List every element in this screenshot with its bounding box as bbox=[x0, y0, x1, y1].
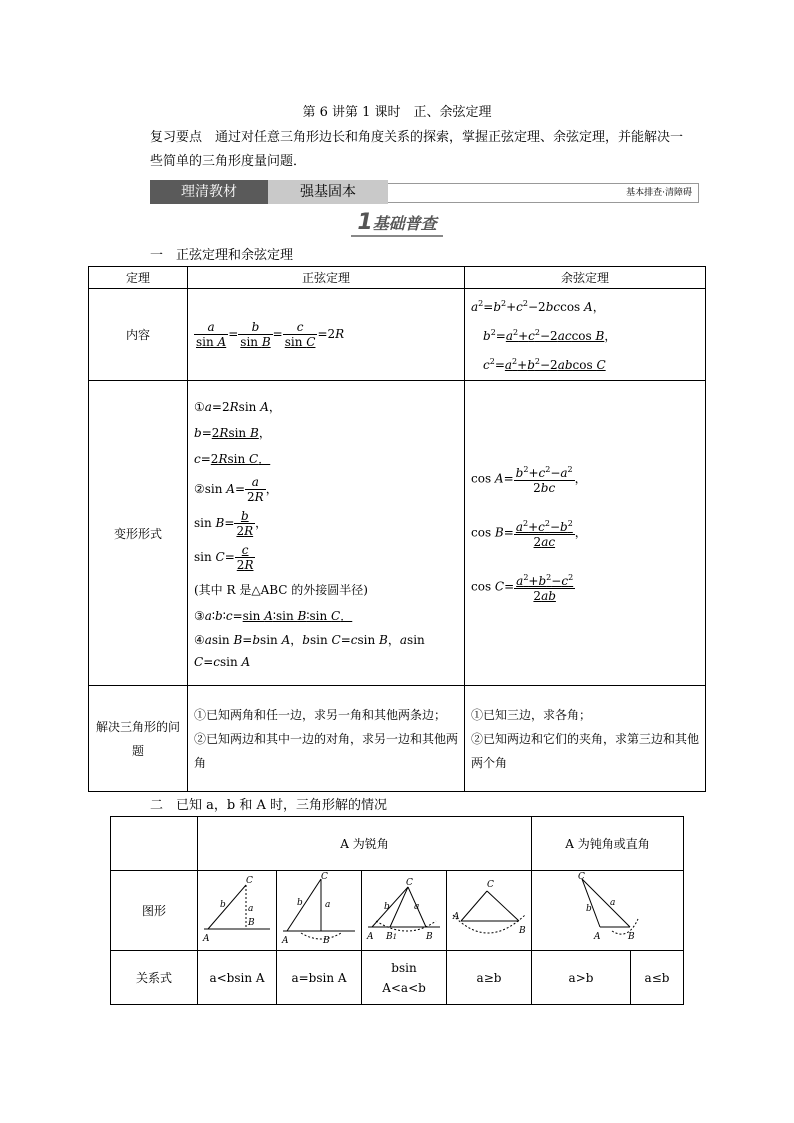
svg-text:A: A bbox=[453, 912, 460, 922]
acute-header: A 为锐角 bbox=[198, 817, 532, 871]
svg-text:A: A bbox=[282, 936, 289, 946]
sine-law-formula: $\frac{a}{\text{sin A}}$ = $\frac{b}{\text{sin B}}$ = $\frac{c}{\text{sin C}}$ =2R bbox=[188, 289, 465, 381]
banner-right: 基本排查·清障碍 bbox=[388, 183, 699, 203]
triangle-diagram bbox=[362, 871, 446, 947]
sine-use-1: ①已知两角和任一边，求另一角和其他两条边； bbox=[194, 707, 447, 722]
subhead-number: 1 bbox=[357, 210, 373, 235]
banner-left: 理清教材 bbox=[150, 180, 268, 204]
figure-case-1 bbox=[198, 871, 277, 951]
cosine-law-uses bbox=[465, 686, 706, 792]
header-cosine: 余弦定理 bbox=[465, 267, 706, 289]
cosine-use-1: ①已知三边，求各角； bbox=[471, 707, 592, 722]
svg-text:a: a bbox=[609, 898, 615, 908]
sine-use-2: ②已知两边和其中一边的对角，求另一边和其他两角 bbox=[194, 731, 459, 770]
svg-text:C: C bbox=[577, 872, 585, 882]
svg-text:B: B bbox=[248, 918, 255, 928]
relation-1: a<bsin A bbox=[198, 951, 277, 1005]
figure-row-label: 图形 bbox=[111, 871, 198, 951]
figure-case-3 bbox=[362, 871, 447, 951]
svg-text:C: C bbox=[321, 872, 328, 882]
svg-text:B: B bbox=[426, 932, 433, 942]
svg-text:C: C bbox=[246, 876, 253, 886]
svg-text:B1: B1 bbox=[386, 932, 398, 942]
svg-text:C: C bbox=[406, 878, 413, 888]
svg-text:b: b bbox=[384, 902, 390, 912]
t2-corner bbox=[111, 817, 198, 871]
svg-text:A: A bbox=[367, 932, 374, 942]
triangle-diagram bbox=[538, 871, 678, 947]
section-banner bbox=[150, 180, 699, 204]
svg-text:C: C bbox=[487, 880, 494, 890]
svg-text:B: B bbox=[519, 926, 526, 936]
triangle-diagram bbox=[447, 871, 531, 947]
svg-text:B: B bbox=[323, 936, 330, 946]
row-content-label: 内容 bbox=[89, 289, 188, 381]
banner-mid: 强基固本 bbox=[268, 180, 388, 204]
svg-text:a: a bbox=[414, 902, 420, 912]
row-solve-label: 解决三角形的问题 bbox=[89, 686, 188, 792]
cosine-law-formulas: $a^2=b^2+c^2-2bccos$ A， $b^2=a^2+c^2-2accos$ B， $c^2=a^2+b^2-2abcos$ C bbox=[465, 289, 706, 381]
section-2-title: 二 已知 a，b 和 A 时，三角形解的情况 bbox=[150, 798, 387, 813]
subhead-text: 基础普查 bbox=[372, 214, 437, 233]
relation-6: a≤b bbox=[631, 951, 684, 1005]
review-points: 复习要点 通过对任意三角形边长和角度关系的探索，掌握正弦定理、余弦定理，并能解决一些简单的三角形度量问题． bbox=[150, 130, 684, 169]
svg-text:b: b bbox=[585, 904, 592, 914]
section-1-title: 一 正弦定理和余弦定理 bbox=[150, 248, 294, 263]
svg-text:B: B bbox=[627, 932, 635, 942]
cosine-law-transforms: cos A= $\frac{b^2+c^2-a^2}{2bc}$ ， cos B= $\frac{a^2+c^2-b^2}{2ac}$ ， cos C= $\frac{a^2+b^2-c^2}{2ab}$ bbox=[465, 381, 706, 686]
header-sine: 正弦定理 bbox=[188, 267, 465, 289]
svg-text:a: a bbox=[325, 900, 331, 910]
svg-text:a: a bbox=[248, 904, 254, 914]
svg-text:A: A bbox=[593, 932, 600, 942]
solution-cases-table bbox=[110, 816, 684, 1005]
triangle-diagram bbox=[198, 871, 276, 947]
circumradius-note: (其中 R 是△ABC 的外接圆半径) bbox=[194, 582, 368, 597]
relation-2: a=bsin A bbox=[277, 951, 362, 1005]
cosine-use-2: ②已知两边和它们的夹角，求第三边和其他两个角 bbox=[471, 731, 700, 770]
relation-5: a>b bbox=[532, 951, 631, 1005]
sine-law-uses bbox=[188, 686, 465, 792]
figure-case-4 bbox=[447, 871, 532, 951]
svg-text:b: b bbox=[297, 898, 303, 908]
svg-text:A: A bbox=[203, 934, 210, 944]
subhead bbox=[0, 210, 794, 237]
relation-row-label: 关系式 bbox=[111, 951, 198, 1005]
theorem-table bbox=[88, 266, 706, 792]
figure-case-5 bbox=[532, 871, 684, 951]
triangle-diagram bbox=[277, 871, 361, 947]
sine-law-transforms: ①a=2Rsin A， b=2Rsin B， c=2Rsin C． ②sin A= $\frac{a}{2R}$ ， sin B= $\frac{b}{2R}$ ， sin C= $\frac{c}{2R}$ (其中 R 是△ABC 的外接圆半径) ③a∶b∶c=sin A∶sin B∶sin C． ④asin B=bsin A，bsin C=csin B，asin C=csin A bbox=[188, 381, 465, 686]
row-transform-label: 变形形式 bbox=[89, 381, 188, 686]
header-theorem: 定理 bbox=[89, 267, 188, 289]
relation-3: bsin A<a<b bbox=[362, 951, 447, 1005]
relation-4: a≥b bbox=[447, 951, 532, 1005]
page-title: 第 6 讲第 1 课时 正、余弦定理 bbox=[302, 105, 492, 120]
obtuse-header: A 为钝角或直角 bbox=[532, 817, 684, 871]
figure-case-2 bbox=[277, 871, 362, 951]
svg-text:b: b bbox=[220, 900, 226, 910]
